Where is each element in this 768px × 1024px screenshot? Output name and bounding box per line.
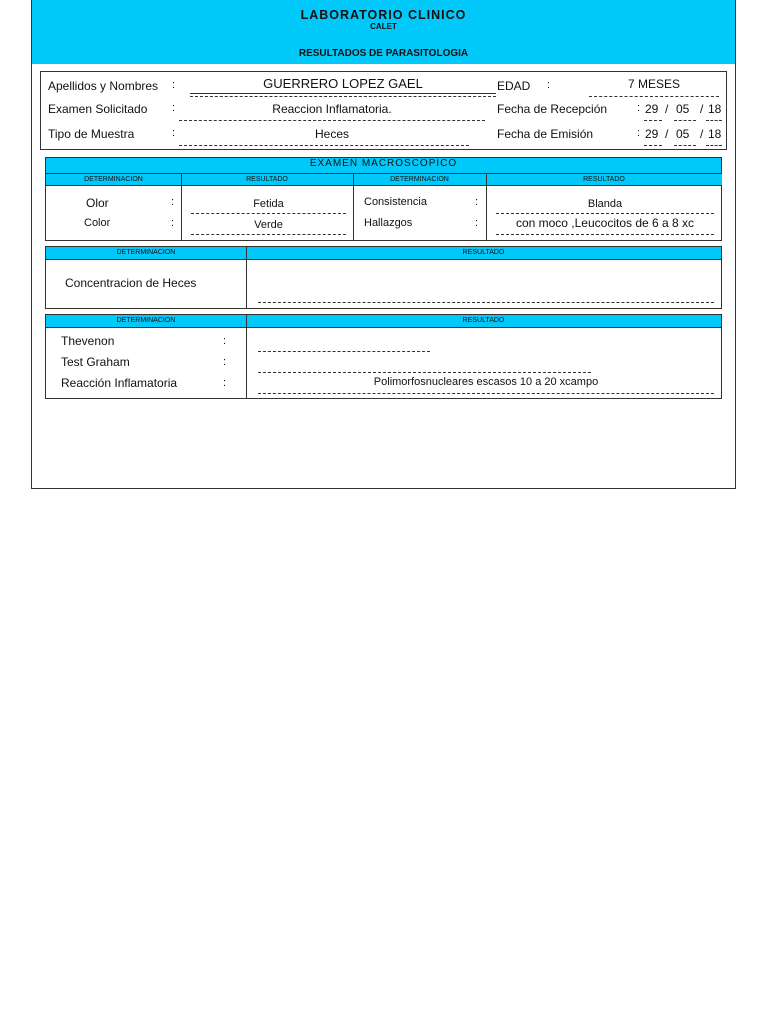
sample-underline [179,145,469,146]
age-value: 7 MESES [627,77,681,91]
section-title: RESULTADOS DE PARASITOLOGIA [298,48,469,59]
reaccion-inflamatoria-value: Polimorfosnucleares escasos 10 a 20 xcampo [373,376,599,388]
conc-col-resultado: RESULTADO [246,247,721,260]
macro-olor-value: Fetida [253,198,284,210]
reception-month: 05 [676,102,690,116]
macro-col-determinacion-1: DETERMINACION [46,173,181,186]
concentration-table [45,246,722,309]
tests-divider [246,315,247,398]
macro-consistencia-colon: : [475,196,479,208]
macro-col-resultado-1: RESULTADO [181,173,353,186]
thevenon-colon: : [223,335,227,347]
macro-hallazgos-underline [496,234,714,235]
macro-divider-3 [486,173,487,240]
macro-color-value: Verde [254,219,283,231]
macro-consistencia-value: Blanda [587,198,623,210]
macro-consistencia-label: Consistencia [364,196,427,208]
emission-month: 05 [676,127,690,141]
macro-hallazgos-label: Hallazgos [364,217,413,229]
exam-colon: : [172,102,176,114]
emission-month-underline [674,145,696,146]
lab-title: LABORATORIO CLINICO [300,8,467,22]
macro-consistencia-underline [496,213,714,214]
sample-colon: : [172,127,176,139]
reception-slash-2: / [700,102,704,116]
macro-color-label: Color [84,217,111,229]
concentration-underline [258,302,714,303]
emission-day-underline [644,145,662,146]
lab-report-sheet [31,0,736,489]
report-header [32,0,735,64]
macro-hallazgos-value: con moco ,Leucocitos de 6 a 8 xc [515,216,695,230]
concentration-label: Concentracion de Heces [65,276,197,290]
macro-color-colon: : [171,217,175,229]
macroscopic-table [45,157,722,241]
sample-label: Tipo de Muestra [48,127,135,141]
patient-name: GUERRERO LOPEZ GAEL [263,76,423,91]
macro-col-determinacion-2: DETERMINACION [353,173,486,186]
name-label: Apellidos y Nombres [48,79,159,93]
age-colon: : [547,79,551,91]
tests-table [45,314,722,399]
macro-color-underline [191,234,346,235]
emission-slash-2: / [700,127,704,141]
emission-year-underline [706,145,722,146]
test-graham-underline [258,372,591,373]
sample-value: Heces [314,127,349,141]
macroscopic-title: EXAMEN MACROSCOPICO [309,158,458,169]
lab-subtitle: CALET [370,22,397,31]
emission-day: 29 [645,127,659,141]
exam-underline [179,120,485,121]
reception-year: 18 [708,102,722,116]
age-underline [589,96,719,97]
macro-divider-2 [353,173,354,240]
name-colon: : [172,79,176,91]
conc-divider [246,247,247,308]
reaccion-inflamatoria-underline [258,393,714,394]
reception-label: Fecha de Recepción [497,102,608,116]
tests-col-determinacion: DETERMINACION [46,315,246,328]
macro-col-resultado-2: RESULTADO [486,173,722,186]
macro-divider-1 [181,173,182,240]
age-label: EDAD [497,79,531,93]
exam-value: Reaccion Inflamatoria. [272,102,392,116]
macroscopic-title-bar [46,158,721,173]
reaccion-inflamatoria-colon: : [223,377,227,389]
reception-slash-1: / [665,102,669,116]
macro-olor-underline [191,213,346,214]
reception-year-underline [706,120,722,121]
conc-col-determinacion: DETERMINACION [46,247,246,260]
test-graham-colon: : [223,356,227,368]
emission-label: Fecha de Emisión [497,127,594,141]
test-graham-label: Test Graham [61,355,130,369]
tests-col-resultado: RESULTADO [246,315,721,328]
exam-label: Examen Solicitado [48,102,148,116]
reaccion-inflamatoria-label: Reacción Inflamatoria [61,376,178,390]
reception-day-underline [644,120,662,121]
reception-day: 29 [645,102,659,116]
macro-olor-label: Olor [86,196,109,210]
emission-year: 18 [708,127,722,141]
thevenon-underline [258,351,430,352]
reception-colon: : [637,102,641,114]
thevenon-label: Thevenon [61,334,115,348]
macro-olor-colon: : [171,196,175,208]
emission-slash-1: / [665,127,669,141]
macro-hallazgos-colon: : [475,217,479,229]
name-underline-dash [190,96,496,97]
patient-info-box [40,71,727,150]
emission-colon: : [637,127,641,139]
reception-month-underline [674,120,696,121]
name-underline [190,93,496,94]
